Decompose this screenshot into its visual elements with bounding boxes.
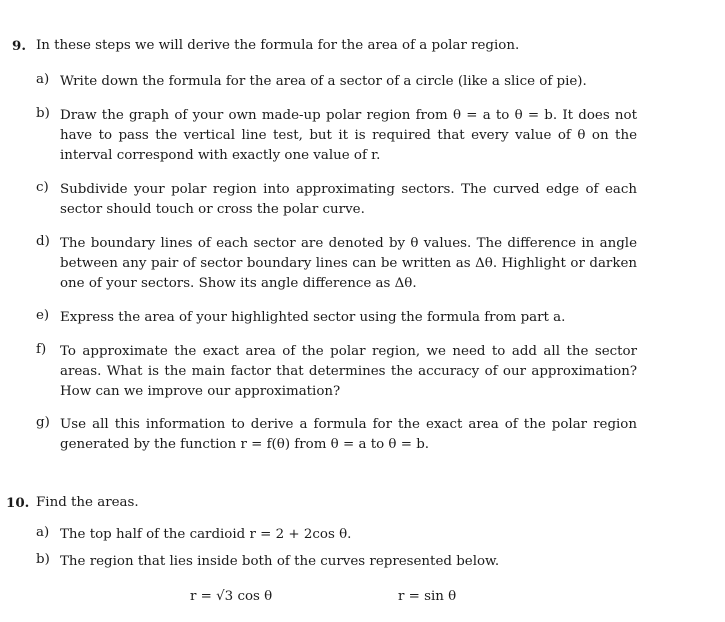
part-text: To approximate the exact area of the polar region, we need to add all the sector areas. What is the main factor that determines the accuracy of our approximation? How can we improve our approximation? [60,344,637,399]
question-9-number: 9. [12,38,26,54]
part-label: b) [36,106,50,121]
question-9-prompt: In these steps we will derive the formula for the area of a polar region. [36,38,520,53]
part-text: Subdivide your polar region into approximating sectors. The curved edge of each sector should touch or cross the polar curve. [60,182,637,217]
part-text: The boundary lines of each sector are denoted by θ values. The difference in angle between any pair of sector boundary lines can be written as Δθ. Highlight or darken one of your sectors. Show its angle difference as Δθ. [60,236,637,291]
question-10-number: 10. [6,495,30,511]
part-label: b) [36,552,50,567]
part-text: Express the area of your highlighted sector using the formula from part a. [60,310,566,325]
part-label: c) [36,180,49,195]
part-label: e) [36,308,50,323]
part-label: a) [36,72,50,87]
part-text: Draw the graph of your own made-up polar region from θ = a to θ = b. It does not have to pass the vertical line test, but it is required that every value of θ on the interval correspond with exactly one value of r. [60,108,637,163]
part-label: d) [36,234,50,249]
part-label: f) [36,342,47,357]
part-text: The top half of the cardioid r = 2 + 2cos θ. [60,527,352,542]
part-text: Use all this information to derive a formula for the exact area of the polar region generated by the function r = f(θ) from θ = a to θ = b. [60,417,637,452]
part-label: g) [36,415,50,430]
curve-equation-1: r = √3 cos θ [190,589,273,604]
part-text: Write down the formula for the area of a sector of a circle (like a slice of pie). [60,74,587,89]
curve-equation-2: r = sin θ [398,589,457,604]
part-label: a) [36,525,50,540]
part-text: The region that lies inside both of the curves represented below. [60,554,500,569]
question-10-prompt: Find the areas. [36,495,139,510]
